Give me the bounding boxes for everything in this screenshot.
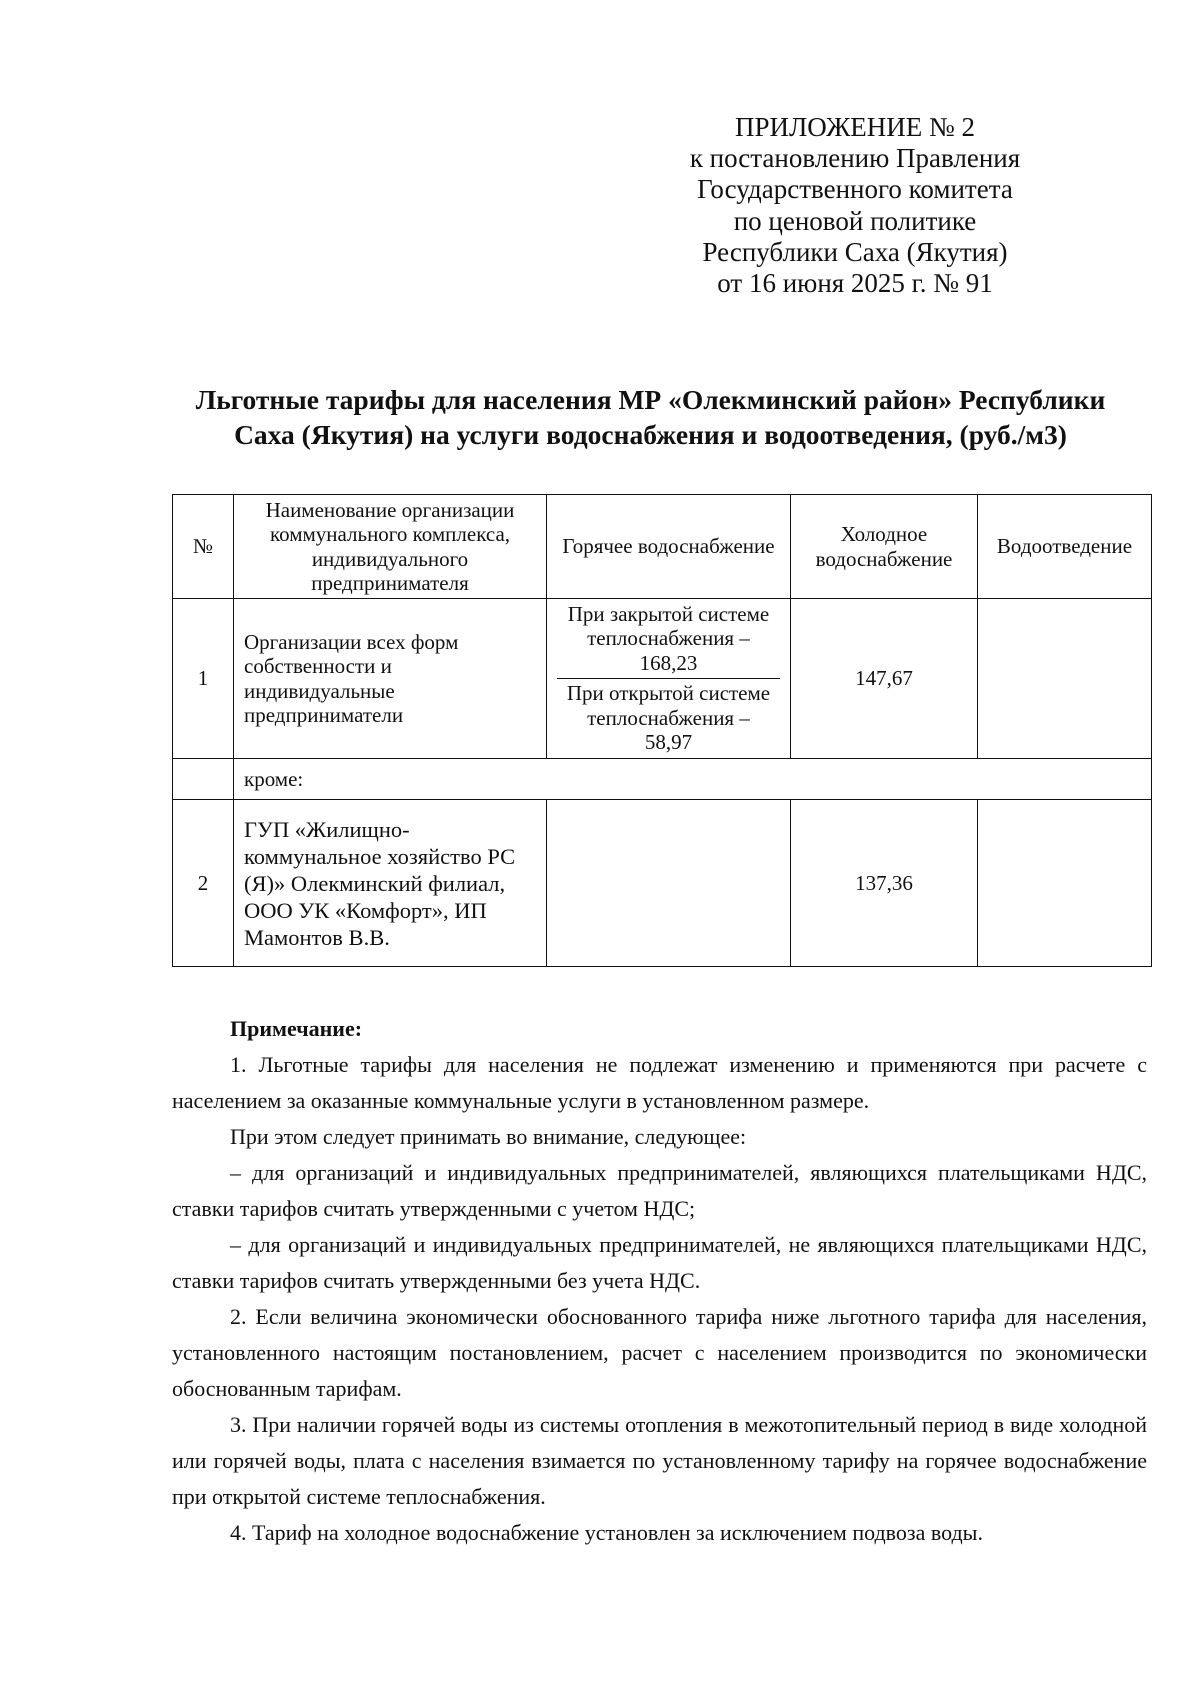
row1-hot-open: При открытой системе теплоснабжения – 58,97 xyxy=(566,681,771,755)
row1-cold-water: 147,67 xyxy=(791,599,978,759)
header-cold-water: Холодное водоснабжение xyxy=(791,495,978,599)
document-title xyxy=(160,382,1141,452)
document-title-line-1: Льготные тарифы для населения МР «Олекминский район» Республики xyxy=(195,384,1106,415)
table-header-row xyxy=(173,495,1152,599)
row1-hot-closed: При закрытой системе теплоснабжения – 168,23 xyxy=(557,600,780,679)
note-paragraph-7: 4. Тариф на холодное водоснабжение установлен за исключением подвоза воды. xyxy=(230,1520,983,1545)
row1-organization: Организации всех форм собственности и индивидуальные предприниматели xyxy=(234,599,547,759)
table-row-except xyxy=(173,759,1152,800)
row1-drainage xyxy=(978,599,1152,759)
row1-hot-water xyxy=(547,599,791,759)
row2-cold-water: 137,36 xyxy=(791,800,978,967)
note-paragraph-3: – для организаций и индивидуальных предпринимателей, являющихся плательщиками НДС, ставки тарифов считать утвержденными с учетом НДС; xyxy=(172,1160,1147,1221)
except-num xyxy=(173,759,234,800)
note-paragraph-2: При этом следует принимать во внимание, следующее: xyxy=(230,1124,747,1149)
notes-section xyxy=(172,1011,1147,1551)
document-title-line-2: Саха (Якутия) на услуги водоснабжения и водоотведения, (руб./м3) xyxy=(234,419,1067,450)
row1-num: 1 xyxy=(173,599,234,759)
row2-drainage xyxy=(978,800,1152,967)
table-row xyxy=(173,800,1152,967)
header-num: № xyxy=(173,495,234,599)
note-paragraph-6: 3. При наличии горячей воды из системы отопления в межотопительный период в виде холодной или горячей воды, плата с населения взимается по установленному тарифу на горячее водоснабжение при открытой системе теплоснабжения. xyxy=(172,1412,1147,1509)
appendix-line-3: Государственного комитета xyxy=(697,174,1013,205)
notes-heading: Примечание: xyxy=(230,1016,363,1041)
tariffs-table xyxy=(172,494,1152,967)
appendix-line-5: Республики Саха (Якутия) xyxy=(702,236,1008,267)
appendix-header xyxy=(648,112,1062,299)
note-paragraph-4: – для организаций и индивидуальных предпринимателей, не являющихся плательщиками НДС, ставки тарифов считать утвержденными без учета НДС. xyxy=(172,1232,1147,1293)
appendix-line-6: от 16 июня 2025 г. № 91 xyxy=(717,268,993,299)
row2-organization: ГУП «Жилищно-коммунальное хозяйство РС (Я)» Олекминский филиал, ООО УК «Комфорт», ИП Мамонтов В.В. xyxy=(234,800,547,967)
note-paragraph-1: 1. Льготные тарифы для населения не подлежат изменению и применяются при расчете с населением за оказанные коммунальные услуги в установленном размере. xyxy=(172,1052,1147,1113)
appendix-line-1: ПРИЛОЖЕНИЕ № 2 xyxy=(734,112,976,142)
note-paragraph-5: 2. Если величина экономически обоснованного тарифа ниже льготного тарифа для населения, установленного настоящим постановлением, расчет с населением производится по экономически обоснованным тарифам. xyxy=(172,1304,1147,1401)
row2-num: 2 xyxy=(173,800,234,967)
header-hot-water: Горячее водоснабжение xyxy=(547,495,791,599)
header-drainage: Водоотведение xyxy=(978,495,1152,599)
table-row xyxy=(173,599,1152,759)
appendix-line-2: к постановлению Правления xyxy=(689,143,1021,174)
row2-hot-water xyxy=(547,800,791,967)
except-label: кроме: xyxy=(234,759,1152,800)
header-organization: Наименование организации коммунального комплекса, индивидуального предпринимателя xyxy=(234,495,547,599)
appendix-line-4: по ценовой политике xyxy=(733,205,977,236)
